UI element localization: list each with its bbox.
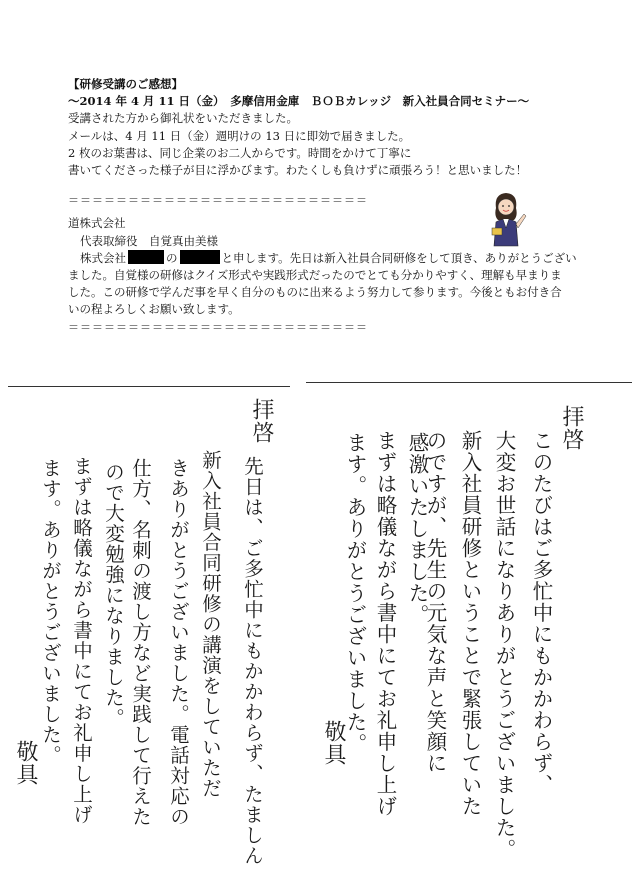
mail-intro [68, 250, 588, 267]
card-divider-left [8, 386, 290, 387]
mail-body-line: した。この研修で学んだ事を早く自分のものに出来るよう努力して参ります。今後ともお付き合 [68, 285, 562, 300]
separator: ＝＝＝＝＝＝＝＝＝＝＝＝＝＝＝＝＝＝＝＝＝＝＝＝＝ [68, 194, 368, 208]
mail-intro-mid: の [166, 250, 178, 265]
card-right-line: 感激いたしました。 [405, 432, 429, 626]
card-divider-right [306, 382, 632, 383]
card-left-line: きありがとうございました。電話対応の [167, 458, 190, 827]
card-right-line: ます。ありがとうございました。 [343, 432, 367, 755]
card-right-heading: 拝啓 [559, 405, 584, 451]
card-left-line: まずは略儀ながら書中にてお礼申し上げ [70, 456, 93, 825]
seminar-title: ～2014 年 4 月 11 日（金） 多摩信用金庫 ＢＯＢカレッジ 新入社員合同セミナー～ [68, 94, 530, 109]
mail-body-line: ました。自覚様の研修はクイズ形式や実践形式だったのでとても分かりやすく、理解も早まりま [68, 268, 562, 283]
card-left-line: 新入社員合同研修の講演をしていただ [199, 450, 222, 799]
card-right-line: まずは略儀ながら書中にてお礼申し上げ [373, 430, 397, 817]
card-left-closing: 敬具 [13, 740, 38, 786]
report-line: 書いてくださった様子が目に浮かびます。わたくしも負けずに頑張ろう！と思いました！ [68, 163, 528, 178]
card-right-line: 大変お世話になりありがとうございました。 [492, 430, 516, 860]
redaction-box [180, 250, 220, 264]
card-left-line: ので大変勉強になりました。 [102, 462, 125, 729]
card-left-line: 先日は、ご多忙中にもかかわらず、たましん [241, 456, 264, 866]
card-left-heading: 拝啓 [249, 398, 274, 444]
report-heading: 【研修受講のご感想】 [68, 77, 183, 91]
mail-intro-post: と申します。先日は新入社員合同研修をして頂き、ありがとうござい [221, 250, 577, 265]
report-line: 受講された方から御礼状をいただきました。 [68, 111, 298, 126]
redaction-box [128, 250, 164, 264]
woman-illustration-icon [482, 188, 530, 248]
card-right-line: 新入社員研修ということで緊張していた [458, 430, 482, 817]
card-left-line: 仕方、名刺の渡し方など実践して行えた [129, 458, 152, 827]
mail-intro-pre: 株式会社 [80, 250, 126, 265]
mail-company: 道株式会社 [68, 216, 126, 231]
mail-recipient: 代表取締役 自覚真由美様 [80, 233, 218, 248]
card-right-line: のですが、先生の元気な声と笑顔に [423, 430, 447, 774]
separator: ＝＝＝＝＝＝＝＝＝＝＝＝＝＝＝＝＝＝＝＝＝＝＝＝＝ [68, 320, 368, 334]
card-right-closing: 敬具 [321, 720, 346, 766]
mail-body-line: いの程よろしくお願い致します。 [68, 302, 240, 317]
card-left-line: ます。ありがとうございました。 [39, 458, 62, 766]
report-line: メールは、4 月 11 日（金）週明けの 13 日に即効で届きました。 [68, 128, 411, 143]
report-line: 2 枚のお葉書は、同じ企業のお二人からです。時間をかけて丁寧に [68, 145, 412, 160]
card-right-line: このたびはご多忙中にもかかわらず、 [529, 430, 553, 796]
